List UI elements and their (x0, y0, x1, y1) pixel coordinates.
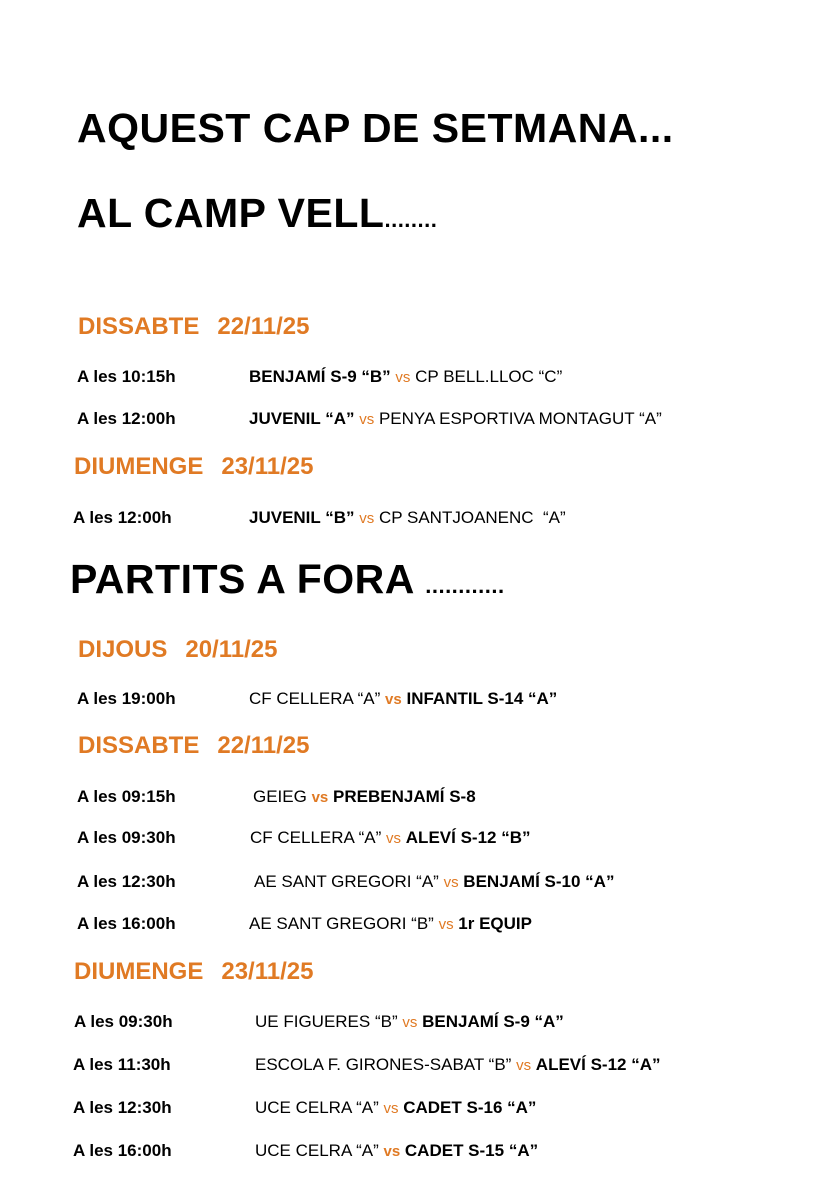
day-date: 22/11/25 (217, 732, 310, 759)
team-home: UCE CELRA “A” (255, 1141, 379, 1160)
match-time: A les 12:00h (73, 508, 172, 527)
team-away: ALEVÍ S-12 “B” (405, 828, 531, 847)
team-home: BENJAMÍ S-9 “B” (249, 367, 391, 386)
match-time: A les 10:15h (77, 367, 176, 386)
vs-label: vs (385, 691, 402, 708)
away-title-dots: ............ (425, 573, 505, 598)
team-home: CF CELLERA “A” (249, 689, 381, 708)
match-time: A les 12:30h (73, 1098, 172, 1117)
match-time: A les 09:15h (77, 787, 176, 806)
team-away: ALEVÍ S-12 “A” (535, 1055, 661, 1074)
day-name: DISSABTE (78, 732, 200, 759)
vs-label: vs (386, 830, 402, 847)
team-home: CF CELLERA “A” (250, 828, 382, 847)
vs-label: vs (395, 369, 411, 386)
day-name: DIUMENGE (74, 958, 204, 985)
match-time: A les 16:00h (73, 1141, 172, 1160)
team-home: UCE CELRA “A” (255, 1098, 379, 1117)
match-row (249, 409, 662, 429)
team-home: UE FIGUERES “B” (255, 1012, 398, 1031)
vs-label: vs (359, 510, 375, 527)
team-away: CADET S-16 “A” (403, 1098, 537, 1117)
vs-label: vs (438, 916, 454, 933)
vs-label: vs (402, 1014, 418, 1031)
match-row (255, 1012, 564, 1032)
match-time: A les 12:30h (77, 872, 176, 891)
subtitle-camp-vell (77, 190, 437, 237)
team-away: PENYA ESPORTIVA MONTAGUT “A” (378, 409, 662, 428)
match-row (253, 787, 476, 807)
match-time: A les 16:00h (77, 914, 176, 933)
team-home: JUVENIL “B” (249, 508, 355, 527)
vs-label: vs (383, 1100, 399, 1117)
page-title: AQUEST CAP DE SETMANA... (77, 105, 674, 151)
day-heading (78, 636, 277, 664)
vs-label: vs (383, 1143, 401, 1160)
match-row (249, 508, 566, 528)
away-title-text: PARTITS A FORA (70, 556, 414, 602)
day-heading (74, 453, 313, 481)
vs-label: vs (516, 1057, 532, 1074)
match-row (249, 367, 562, 387)
team-home: JUVENIL “A” (249, 409, 355, 428)
match-time: A les 12:00h (77, 409, 176, 428)
team-away: CP SANTJOANENC “A” (378, 508, 566, 527)
team-home: ESCOLA F. GIRONES-SABAT “B” (255, 1055, 512, 1074)
team-home: AE SANT GREGORI “B” (249, 914, 434, 933)
match-time: A les 11:30h (73, 1055, 171, 1074)
match-row (249, 689, 557, 709)
day-date: 23/11/25 (221, 958, 314, 985)
team-away: CP BELL.LLOC “C” (415, 367, 563, 386)
team-away: CADET S-15 “A” (404, 1141, 539, 1160)
vs-label: vs (443, 874, 459, 891)
team-away: INFANTIL S-14 “A” (406, 689, 558, 708)
day-heading (74, 958, 313, 986)
match-time: A les 09:30h (74, 1012, 173, 1031)
away-section-title (70, 556, 505, 603)
day-heading (78, 732, 309, 760)
team-away: 1r EQUIP (458, 914, 532, 933)
team-home: GEIEG (253, 787, 307, 806)
day-date: 20/11/25 (185, 636, 278, 663)
match-row (255, 1098, 536, 1118)
match-row (254, 872, 614, 892)
team-away: BENJAMÍ S-9 “A” (422, 1012, 564, 1031)
day-date: 23/11/25 (221, 453, 314, 480)
day-heading (78, 313, 309, 341)
team-home: AE SANT GREGORI “A” (254, 872, 439, 891)
vs-label: vs (359, 411, 375, 428)
day-name: DISSABTE (78, 313, 200, 340)
match-time: A les 09:30h (77, 828, 176, 847)
day-date: 22/11/25 (217, 313, 310, 340)
match-row (249, 914, 532, 934)
day-name: DIUMENGE (74, 453, 204, 480)
match-row (250, 828, 530, 848)
match-row (255, 1141, 538, 1161)
match-time: A les 19:00h (77, 689, 176, 708)
day-name: DIJOUS (78, 636, 168, 663)
subtitle-text: AL CAMP VELL (77, 190, 385, 236)
team-away: PREBENJAMÍ S-8 (333, 787, 476, 806)
vs-label: vs (311, 789, 329, 806)
team-away: BENJAMÍ S-10 “A” (463, 872, 615, 891)
subtitle-dots: ........ (384, 207, 438, 232)
match-row (255, 1055, 661, 1075)
